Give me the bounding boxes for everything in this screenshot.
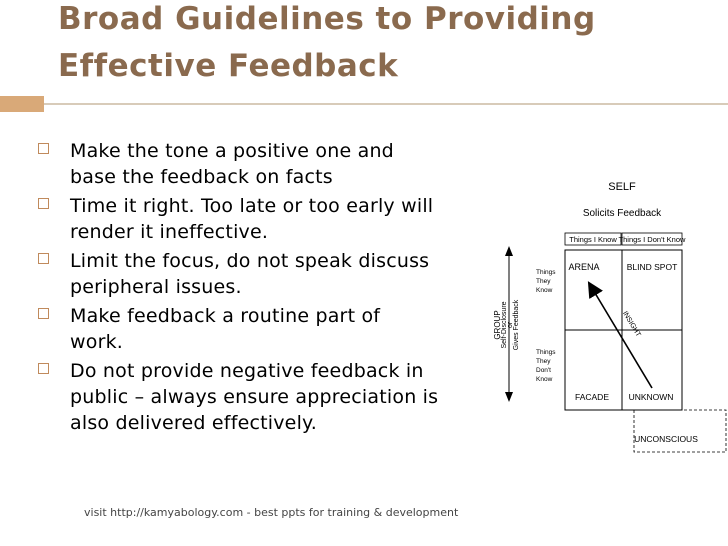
title-divider <box>0 103 728 105</box>
bullet-item <box>38 358 498 436</box>
bullet-line: public – always ensure appreciation is <box>70 386 439 408</box>
bullet-line: also delivered effectively. <box>70 412 318 434</box>
self-label: SELF <box>608 181 636 193</box>
blind-spot-label: BLIND SPOT <box>626 262 678 272</box>
solicits-feedback-label: Solicits Feedback <box>582 208 662 219</box>
square-bullet-icon <box>38 143 49 154</box>
square-bullet-icon <box>38 198 49 209</box>
unconscious-label: UNCONSCIOUS <box>634 434 698 444</box>
insight-label: INSIGHT <box>620 310 642 339</box>
things-they-know-label: Things They Know <box>536 269 556 294</box>
slide-title <box>58 0 596 90</box>
bullet-line: Time it right. Too late or too early will <box>70 195 434 217</box>
arrow-down-head <box>505 392 513 402</box>
bullet-item <box>38 193 498 245</box>
unconscious-box <box>634 410 726 452</box>
things-they-dont-know-label: Things They Don't Know <box>536 349 556 383</box>
things-i-dont-know-label: Things I Don't Know <box>618 235 686 244</box>
bullet-line: base the feedback on facts <box>70 166 333 188</box>
facade-label: FACADE <box>574 392 610 402</box>
footer-credit: visit http://kamyabology.com - best ppts for training & development <box>84 506 459 519</box>
bullet-item <box>38 138 498 190</box>
group-label: GROUP <box>493 310 502 340</box>
bullet-line: Limit the focus, do not speak discuss <box>70 250 430 272</box>
square-bullet-icon <box>38 253 49 264</box>
bullet-item <box>38 248 498 300</box>
bullet-line: render it ineffective. <box>70 221 269 243</box>
bullet-line: Make the tone a positive one and <box>70 140 394 162</box>
bullet-list <box>38 138 498 439</box>
arena-label: ARENA <box>568 262 600 272</box>
title-line-1: Broad Guidelines to Providing <box>58 1 596 37</box>
bullet-line: Do not provide negative feedback in <box>70 360 424 382</box>
bullet-item <box>38 303 498 355</box>
johari-window-diagram <box>493 170 728 470</box>
unknown-label: UNKNOWN <box>628 392 674 402</box>
square-bullet-icon <box>38 363 49 374</box>
square-bullet-icon <box>38 308 49 319</box>
arrow-up-head <box>505 246 513 256</box>
bullet-line: Make feedback a routine part of <box>70 305 381 327</box>
bullet-line: work. <box>70 331 124 353</box>
or-label: or <box>507 321 514 329</box>
bullet-line: peripheral issues. <box>70 276 242 298</box>
title-divider-accent <box>0 96 44 112</box>
things-i-know-label: Things I Know <box>569 235 617 244</box>
gives-feedback-label: Gives Feedback <box>513 299 520 351</box>
title-line-2: Effective Feedback <box>58 48 399 84</box>
self-disclosure-label: Self-Disclosure <box>501 301 508 349</box>
